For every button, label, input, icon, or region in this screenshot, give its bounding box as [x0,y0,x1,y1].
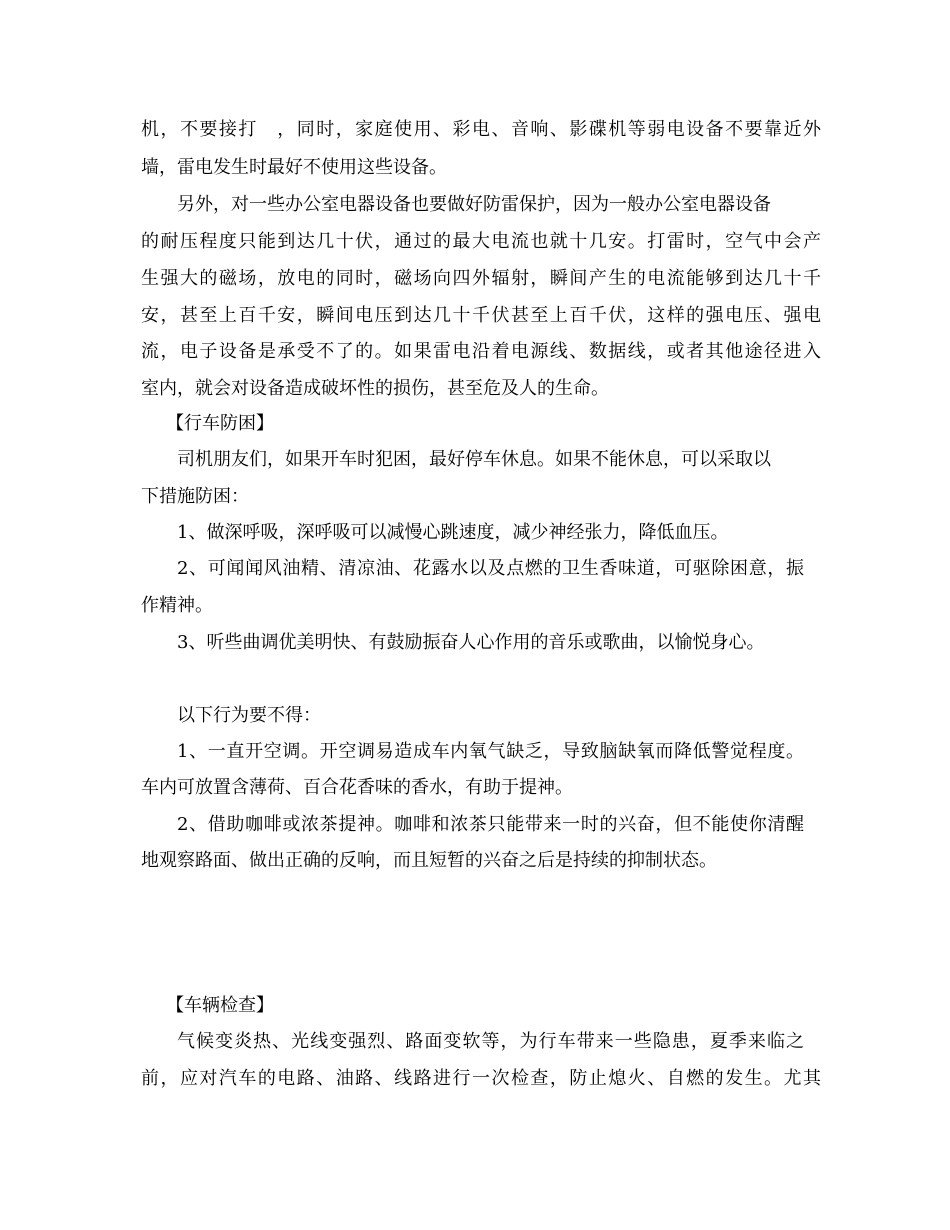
list-item-continued: 车内可放置含薄荷、百合花香味的香水，有助于提神。 [141,777,573,798]
paragraph-line: 下措施防困： [141,486,249,507]
paragraph-line: 安，甚至上百千安，瞬间电压到达几十千伏甚至上百千伏，这样的强电压、强电 [141,305,821,326]
paragraph-line: 另外，对一些办公室电器设备也要做好防雷保护，因为一般办公室电器设备 [177,194,771,215]
list-item: 3、听些曲调优美明快、有鼓励振奋人心作用的音乐或歌曲，以愉悦身心。 [177,632,765,653]
list-item: 1、做深呼吸，深呼吸可以减慢心跳速度，减少神经张力，降低血压。 [177,522,729,543]
section-heading: 【车辆检查】 [166,995,274,1016]
paragraph-line: 气候变炎热、光线变强烈、路面变软等，为行车带来一些隐患，夏季来临之 [177,1031,804,1052]
paragraph-line: 室内，就会对设备造成破坏性的损伤，甚至危及人的生命。 [141,378,609,399]
paragraph-line: 司机朋友们，如果开车时犯困，最好停车休息。如果不能休息，可以采取以 [177,449,771,470]
list-item: 2、可闻闻风油精、清凉油、花露水以及点燃的卫生香味道，可驱除困意，振 [177,558,804,579]
list-item-continued: 地观察路面、做出正确的反响，而且短暂的兴奋之后是持续的抑制状态。 [141,850,717,871]
paragraph-line: 前，应对汽车的电路、油路、线路进行一次检查，防止熄火、自燃的发生。尤其 [141,1068,821,1089]
list-item-continued: 作精神。 [141,595,213,616]
list-item: 2、借助咖啡或浓茶提神。咖啡和浓茶只能带来一时的兴奋，但不能使你清醒 [177,814,804,835]
list-item: 1、一直开空调。开空调易造成车内氧气缺乏，导致脑缺氧而降低警觉程度。 [177,741,804,762]
paragraph-line: 流，电子设备是承受不了的。如果雷电沿着电源线、数据线，或者其他途径进入 [141,341,821,362]
section-heading: 【行车防困】 [166,413,274,434]
paragraph-line: 墙，雷电发生时最好不使用这些设备。 [141,157,447,178]
paragraph-line: 生强大的磁场，放电的同时，磁场向四外辐射，瞬间产生的电流能够到达几十千 [141,268,821,289]
paragraph-line: 以下行为要不得： [177,705,321,726]
paragraph-line: 机，不要接打 ，同时，家庭使用、彩电、音响、影碟机等弱电设备不要靠近外 [141,119,821,140]
paragraph-line: 的耐压程度只能到达几十伏，通过的最大电流也就十几安。打雷时，空气中会产 [141,231,821,252]
